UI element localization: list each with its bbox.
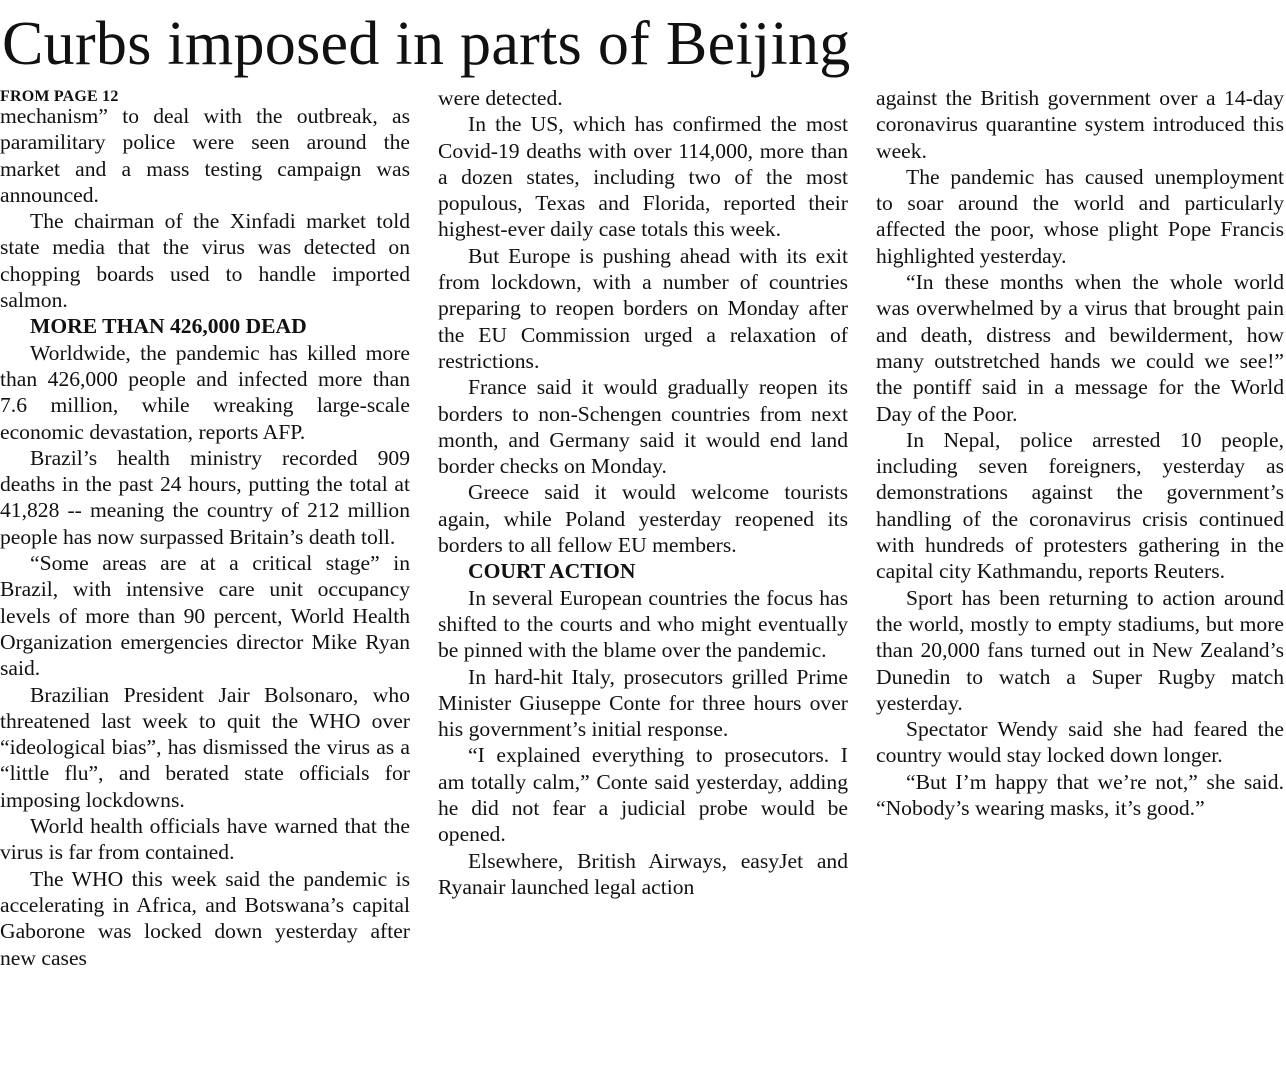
- paragraph-continued: against the British government over a 14-day coronavirus quarantine system introduced this week.: [876, 86, 1284, 163]
- paragraph: The chairman of the Xinfadi market told state media that the virus was detected on chopping boards used to handle imported salmon.: [0, 209, 410, 313]
- paragraph: Brazil’s health ministry recorded 909 deaths in the past 24 hours, putting the total at 41,828 -- meaning the country of 212 million people has now surpassed Britain’s death toll.: [0, 445, 410, 549]
- continuation-kicker: FROM PAGE 12: [0, 88, 119, 105]
- headline: Curbs imposed in parts of Beijing: [2, 10, 851, 78]
- paragraph: “But I’m happy that we’re not,” she said. “Nobody’s wearing masks, it’s good.”: [876, 769, 1284, 821]
- paragraph: Worldwide, the pandemic has killed more than 426,000 people and infected more than 7.6 million, while wreaking large-scale economic devastation, reports AFP.: [0, 340, 410, 444]
- paragraph: Sport has been returning to action around the world, mostly to empty stadiums, but more than 20,000 fans turned out in New Zealand’s Dunedin to watch a Super Rugby match yesterday.: [876, 585, 1284, 715]
- paragraph: The pandemic has caused unemployment to soar around the world and particularly affected the poor, whose plight Pope Francis highlighted yesterday.: [876, 164, 1284, 268]
- paragraph: Elsewhere, British Airways, easyJet and Ryanair launched legal action: [438, 848, 848, 899]
- paragraph: “In these months when the whole world was overwhelmed by a virus that brought pain and death, distress and bewilderment, how many outstretched hands we could we see!” the pontiff said in a message for the World Day of the Poor.: [876, 270, 1284, 426]
- paragraph: In Nepal, police arrested 10 people, including seven foreigners, yesterday as demonstrations against the government’s handling of the coronavirus crisis continued with hundreds of protesters gathering in the capital city Kathmandu, reports Reuters.: [876, 427, 1284, 584]
- paragraph-continued: mechanism” to deal with the outbreak, as paramilitary police were seen around the market and a mass testing campaign was announced.: [0, 104, 410, 207]
- paragraph: In several European countries the focus has shifted to the courts and who might eventually be pinned with the blame over the pandemic.: [438, 585, 848, 663]
- paragraph: World health officials have warned that the virus is far from contained.: [0, 814, 410, 865]
- article-column-3: [876, 85, 1284, 821]
- paragraph: But Europe is pushing ahead with its exit from lockdown, with a number of countries preparing to reopen borders on Monday after the EU Commission urged a relaxation of restrictions.: [438, 243, 848, 373]
- subhead: COURT ACTION: [468, 559, 636, 584]
- subhead: MORE THAN 426,000 DEAD: [30, 314, 307, 339]
- paragraph: In the US, which has confirmed the most Covid-19 deaths with over 114,000, more than a dozen states, including two of the most populous, Texas and Florida, reported their highest-ever daily case totals this week.: [438, 112, 848, 242]
- paragraph: “I explained everything to prosecutors. I am totally calm,” Conte said yesterday, adding he did not fear a judicial probe would be opened.: [438, 743, 848, 847]
- paragraph: In hard-hit Italy, prosecutors grilled Prime Minister Giuseppe Conte for three hours over his government’s initial response.: [438, 664, 848, 742]
- paragraph: Spectator Wendy said she had feared the country would stay locked down longer.: [876, 717, 1284, 768]
- paragraph: “Some areas are at a critical stage” in Brazil, with intensive care unit occupancy levels of more than 90 percent, World Health Organization emergencies director Mike Ryan said.: [0, 551, 410, 681]
- paragraph: Greece said it would welcome tourists again, while Poland yesterday reopened its borders to all fellow EU members.: [438, 480, 848, 558]
- article-column-1: [0, 85, 410, 971]
- paragraph: Brazilian President Jair Bolsonaro, who threatened last week to quit the WHO over “ideological bias”, has dismissed the virus as a “little flu”, and berated state officials for imposing lockdowns.: [0, 682, 410, 812]
- paragraph: France said it would gradually reopen its borders to non-Schengen countries from next month, and Germany said it would end land border checks on Monday.: [438, 375, 848, 479]
- paragraph: The WHO this week said the pandemic is accelerating in Africa, and Botswana’s capital Gaborone was locked down yesterday after new cases: [0, 866, 410, 970]
- article-column-2: [438, 85, 848, 900]
- paragraph-continued: were detected.: [438, 86, 563, 110]
